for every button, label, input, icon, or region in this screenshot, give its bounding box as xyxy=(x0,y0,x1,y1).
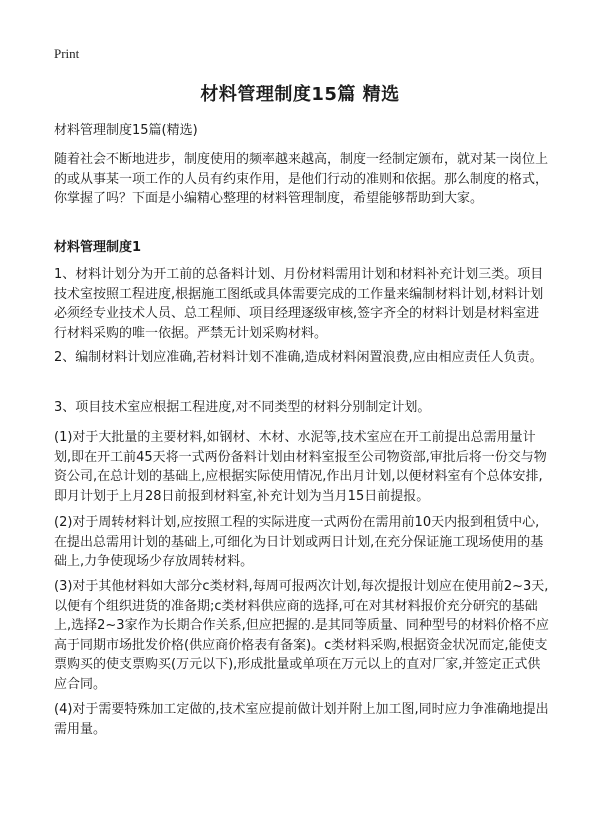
intro-paragraph: 随着社会不断地进步，制度使用的频率越来越高，制度一经制定颁布，就对某一岗位上的或从事某一项工作的人员有约束作用，是他们行动的准则和依据。那么制度的格式，你掌握了吗？下面是小编精心整理的材料管理制度，希望能够帮助到大家。 xyxy=(54,152,549,206)
paragraph-5: (2)对于周转材料计划,应按照工程的实际进度一式两份在需用前10天内报到租赁中心,在提出总需用计划的基础上,可细化为日计划或两日计划,在充分保证施工现场使用的基础上,力争使现场少存放周转材料。 xyxy=(54,515,544,569)
subtitle: 材料管理制度15篇(精选) xyxy=(54,123,198,138)
paragraph-3: 3、项目技术室应根据工程进度,对不同类型的材料分别制定计划。 xyxy=(54,400,431,415)
paragraph-4: (1)对于大批量的主要材料,如钢材、木材、水泥等,技术室应在开工前提出总需用量计划,即在开工前45天将一式两份备料计划由材料室报至公司物资部,审批后将一份交与物资公司,在总计划的基础上,应根据实际使用情况,作出月计划,以便材料室有个总体安排,即月计划于上月28日前报到材料室,补充计划为当月15日前提报。 xyxy=(54,430,547,504)
paragraph-7: (4)对于需要特殊加工定做的,技术室应提前做计划并附上加工图,同时应力争准确地提出需用量。 xyxy=(54,702,549,737)
paragraph-1: 1、材料计划分为开工前的总备料计划、月份材料需用计划和材料补充计划三类。项目技术室按照工程进度,根据施工图纸或具体需要完成的工作量来编制材料计划,材料计划必须经专业技术人员、总工程师、项目经理逐级审核,签字齐全的材料计划是材料室进行材料采购的唯一依据。严禁无计划采购材料。 xyxy=(54,267,544,341)
section-heading: 材料管理制度1 xyxy=(54,240,142,255)
print-link[interactable]: Print xyxy=(54,46,80,61)
paragraph-2: 2、编制材料计划应准确,若材料计划不准确,造成材料闲置浪费,应由相应责任人负责。 xyxy=(54,350,543,365)
page-title: 材料管理制度15篇 精选 xyxy=(200,84,400,105)
paragraph-6: (3)对于其他材料如大部分c类材料,每周可报两次计划,每次提报计划应在使用前2~3天,以便有个组织进货的准备期;c类材料供应商的选择,可在对其材料报价充分研究的基础上,选择2~3家作为长期合作关系,但应把握的.是其同等质量、同种型号的材料价格不应高于同期市场批发价格(供应商价格表有备案)。c类材料采购,根据资金状况而定,能使支票购买的使支票购买(万元以下),形成批量或单项在万元以上的直对厂家,并签定正式供应合同。 xyxy=(54,579,549,692)
